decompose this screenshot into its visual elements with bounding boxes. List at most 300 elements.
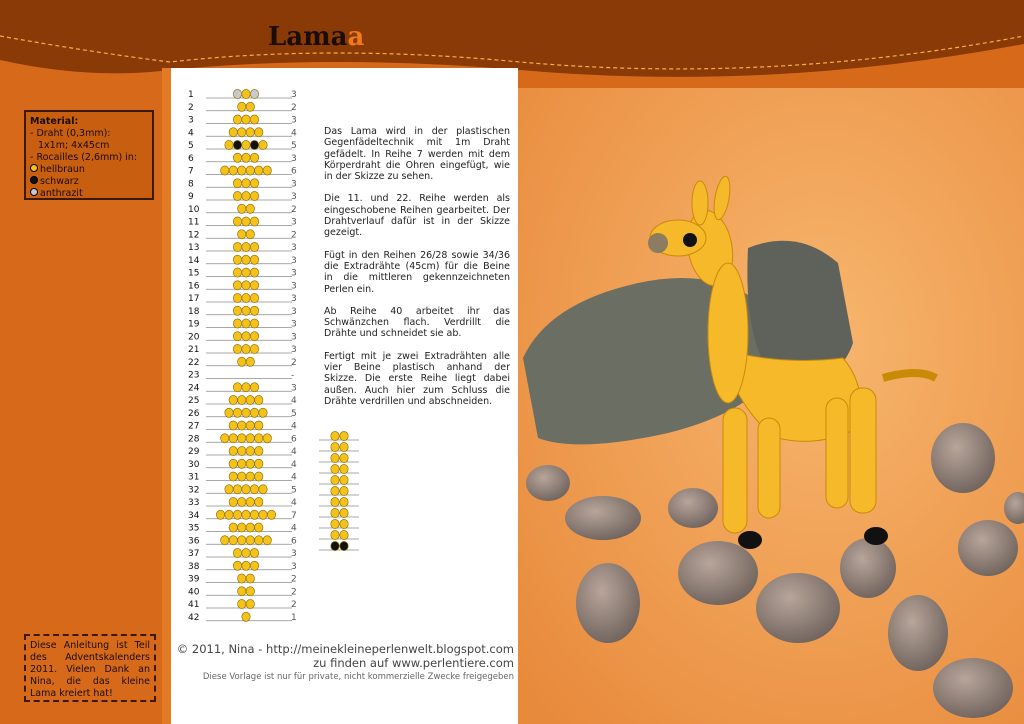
bead [242, 319, 250, 328]
bead [250, 179, 258, 188]
bead [259, 510, 267, 519]
bead [250, 255, 258, 264]
row-number: 3 [188, 115, 194, 126]
page-title: Lamaa [268, 22, 365, 52]
bead [233, 140, 241, 149]
bead [225, 485, 233, 494]
bead [233, 115, 241, 124]
bead [229, 434, 237, 443]
bead [233, 383, 241, 392]
bead [250, 281, 258, 290]
bead [233, 319, 241, 328]
row-bead-count: 6 [291, 536, 297, 547]
leg-bead [331, 442, 339, 451]
row-number: 28 [188, 434, 200, 445]
leg-pattern-diagram [315, 426, 365, 566]
pattern-row [188, 179, 297, 190]
row-number: 32 [188, 485, 200, 496]
row-bead-count: - [291, 370, 295, 381]
row-bead-count: 3 [291, 243, 297, 253]
bead [242, 89, 250, 98]
bead [242, 612, 250, 621]
pattern-row [188, 102, 297, 113]
row-bead-count: 3 [291, 549, 297, 559]
leg-bead [331, 486, 339, 495]
row-bead-count: 3 [291, 294, 297, 304]
bead [246, 599, 254, 608]
bead [250, 140, 258, 149]
bead [229, 166, 237, 175]
pattern-row [188, 140, 297, 151]
bead [225, 140, 233, 149]
row-bead-count: 2 [291, 574, 297, 585]
row-number: 26 [188, 408, 200, 419]
bead [225, 510, 233, 519]
bead [233, 268, 241, 277]
row-number: 33 [188, 498, 200, 508]
bead [250, 383, 258, 392]
bead [233, 179, 241, 188]
pattern-row [188, 408, 297, 419]
bead [259, 140, 267, 149]
bead [233, 561, 241, 570]
advent-note: Diese Anleitung ist Teil des Adventskalenders 2011. Vielen Dank an Nina, die das kleine Lama kreiert hat! [24, 634, 156, 702]
row-number: 8 [188, 179, 194, 190]
pattern-row [188, 115, 297, 126]
bead [229, 523, 237, 532]
material-box [24, 110, 154, 200]
row-bead-count: 2 [291, 587, 297, 598]
bead [233, 306, 241, 315]
bead [238, 472, 246, 481]
bead [267, 510, 275, 519]
pattern-row [188, 306, 297, 317]
row-bead-count: 3 [291, 153, 297, 164]
bead [246, 587, 254, 596]
bead [233, 89, 241, 98]
bead [233, 191, 241, 200]
pattern-row [188, 191, 297, 202]
pattern-row [188, 89, 297, 100]
bead [242, 344, 250, 353]
row-bead-count: 3 [291, 255, 297, 266]
pattern-row [188, 293, 297, 304]
bead [233, 332, 241, 341]
row-number: 40 [188, 587, 200, 598]
row-bead-count: 6 [291, 166, 297, 177]
bead [250, 153, 258, 162]
bead [238, 128, 246, 137]
bead [229, 497, 237, 506]
bead [238, 421, 246, 430]
row-number: 13 [188, 243, 200, 253]
bead [255, 421, 263, 430]
bead [255, 434, 263, 443]
row-bead-count: 2 [291, 204, 297, 215]
pattern-row [188, 371, 294, 381]
bead [250, 217, 258, 226]
row-number: 39 [188, 574, 200, 585]
bead [246, 395, 254, 404]
bead [242, 408, 250, 417]
row-number: 31 [188, 472, 200, 483]
row-bead-count: 4 [291, 523, 297, 534]
row-number: 36 [188, 536, 200, 547]
bead [238, 446, 246, 455]
row-number: 38 [188, 561, 200, 572]
bead [255, 536, 263, 545]
row-number: 10 [188, 204, 200, 215]
instruction-paragraph: Fügt in den Reihen 26/28 sowie 34/36 die Extradrähte (45cm) für die Beine in die mittleren gekennzeichneten Perlen ein. [324, 249, 510, 295]
bead [250, 319, 258, 328]
pattern-row [188, 587, 297, 598]
bead [238, 574, 246, 583]
pattern-row [188, 255, 297, 266]
bead [233, 293, 241, 302]
row-bead-count: 5 [291, 141, 297, 151]
row-bead-count: 4 [291, 128, 297, 139]
pattern-row [188, 204, 297, 215]
pattern-row [188, 548, 297, 559]
pattern-row [188, 523, 297, 534]
material-wire-amount: 1x1m; 4x45cm [38, 140, 110, 151]
bead [246, 204, 254, 213]
bead [255, 128, 263, 137]
bead [259, 408, 267, 417]
row-number: 4 [188, 128, 194, 139]
bead [238, 395, 246, 404]
row-bead-count: 3 [291, 217, 297, 228]
leg-bead [340, 508, 348, 517]
pattern-row [188, 395, 297, 406]
row-number: 37 [188, 549, 200, 559]
bead [259, 485, 267, 494]
bead [250, 485, 258, 494]
leg-bead [340, 519, 348, 528]
bead [242, 191, 250, 200]
row-number: 29 [188, 447, 200, 457]
row-bead-count: 2 [291, 230, 297, 241]
bead [242, 242, 250, 251]
bead [242, 332, 250, 341]
bead [238, 102, 246, 111]
leg-bead [340, 431, 348, 440]
bead [250, 115, 258, 124]
pattern-row [188, 536, 297, 547]
instruction-paragraph: Ab Reihe 40 arbeitet ihr das Schwänzchen flach. Verdrillt die Drähte und schneidet sie ab. [324, 305, 510, 340]
bead [238, 434, 246, 443]
row-bead-count: 5 [291, 485, 297, 496]
leg-bead [331, 541, 339, 550]
bead [246, 574, 254, 583]
row-bead-count: 2 [291, 600, 297, 610]
instruction-paragraph: Die 11. und 22. Reihe werden als eingeschobene Reihen gearbeitet. Der Drahtverlauf dafür ist in der Skizze gezeigt. [324, 193, 510, 239]
row-bead-count: 7 [291, 510, 297, 521]
bead [246, 166, 254, 175]
bead [238, 357, 246, 366]
bead [263, 434, 271, 443]
pattern-row [188, 612, 297, 623]
row-bead-count: 2 [291, 102, 297, 113]
bead [242, 115, 250, 124]
pattern-row [188, 574, 297, 585]
row-bead-count: 6 [291, 434, 297, 445]
bead [250, 191, 258, 200]
leg-bead [340, 453, 348, 462]
bead [229, 446, 237, 455]
row-bead-count: 3 [291, 345, 297, 355]
pattern-row [188, 344, 297, 355]
bead [216, 510, 224, 519]
bead [229, 128, 237, 137]
bead-pattern-diagram [180, 86, 330, 646]
bead [255, 523, 263, 532]
bead [238, 523, 246, 532]
bead [250, 293, 258, 302]
bead [250, 561, 258, 570]
bead [255, 166, 263, 175]
bead [225, 408, 233, 417]
pattern-row [188, 383, 297, 394]
leg-bead [331, 464, 339, 473]
leg-bead [331, 519, 339, 528]
row-number: 12 [188, 230, 200, 241]
row-bead-count: 3 [291, 281, 297, 292]
bead [238, 204, 246, 213]
bead [242, 561, 250, 570]
bead [255, 472, 263, 481]
bead [233, 255, 241, 264]
row-bead-count: 4 [291, 421, 297, 432]
row-number: 42 [188, 612, 200, 623]
bead [242, 140, 250, 149]
bead [246, 523, 254, 532]
bead [255, 459, 263, 468]
bead [238, 230, 246, 239]
row-number: 5 [188, 141, 194, 151]
bead [242, 255, 250, 264]
pattern-row [188, 281, 297, 292]
bead [255, 497, 263, 506]
bead [250, 548, 258, 557]
pattern-row [188, 446, 297, 457]
leg-bead [331, 475, 339, 484]
pattern-row [188, 332, 297, 343]
pattern-row [188, 166, 297, 177]
row-bead-count: 3 [291, 319, 297, 330]
row-number: 25 [188, 396, 200, 406]
bead [250, 89, 258, 98]
pattern-row [188, 459, 297, 470]
row-bead-count: 3 [291, 268, 297, 279]
row-number: 14 [188, 255, 200, 266]
row-number: 2 [188, 102, 194, 113]
row-number: 34 [188, 510, 200, 521]
pattern-row [188, 485, 297, 496]
llama-photo [518, 88, 1024, 724]
bead [246, 472, 254, 481]
row-number: 27 [188, 421, 200, 432]
bead [250, 268, 258, 277]
row-bead-count: 4 [291, 459, 297, 470]
bead [242, 153, 250, 162]
bead-dot-icon [30, 164, 38, 172]
row-number: 6 [188, 153, 194, 164]
material-heading: Material: [30, 116, 79, 127]
row-number: 15 [188, 268, 200, 279]
row-number: 18 [188, 306, 200, 317]
bead [250, 332, 258, 341]
bead [229, 459, 237, 468]
bead [242, 217, 250, 226]
instruction-paragraph: Fertigt mit je zwei Extradrähten alle vier Beine plastisch anhand der Skizze. Die erste Reihe liegt dabei außen. Auch hier zum Schluss die Drähte verdrillen und abschneiden. [324, 350, 510, 407]
bead [242, 306, 250, 315]
pattern-row [188, 472, 297, 483]
bead [229, 536, 237, 545]
bead [246, 497, 254, 506]
bead [263, 166, 271, 175]
pattern-row [188, 217, 297, 228]
leg-bead [331, 431, 339, 440]
row-bead-count: 3 [291, 179, 297, 190]
bead [242, 548, 250, 557]
bead [242, 179, 250, 188]
row-bead-count: 2 [291, 357, 297, 368]
header-banner [0, 0, 1024, 77]
leg-bead [340, 486, 348, 495]
legend-item: hellbraun [30, 164, 148, 176]
license-line: Diese Vorlage ist nur für private, nicht kommerzielle Zwecke freigegeben [202, 672, 514, 682]
pattern-row [188, 268, 297, 279]
row-number: 35 [188, 523, 200, 534]
material-beads: - Rocailles (2,6mm) in: [30, 152, 138, 163]
bead [233, 344, 241, 353]
bead [255, 395, 263, 404]
bead [229, 421, 237, 430]
leg-bead [340, 497, 348, 506]
bead [242, 268, 250, 277]
row-number: 19 [188, 319, 200, 330]
row-bead-count: 3 [291, 383, 297, 394]
row-bead-count: 3 [291, 561, 297, 572]
row-number: 7 [188, 166, 194, 177]
bead [221, 166, 229, 175]
pattern-row [188, 599, 297, 610]
row-number: 20 [188, 332, 200, 343]
bead [250, 242, 258, 251]
bead [246, 459, 254, 468]
row-number: 24 [188, 383, 200, 394]
row-bead-count: 4 [291, 498, 297, 508]
row-number: 21 [188, 345, 200, 355]
pattern-row [188, 434, 297, 445]
bead [229, 472, 237, 481]
pattern-row [188, 242, 297, 253]
pattern-row [188, 319, 297, 330]
bead [238, 497, 246, 506]
row-bead-count: 3 [291, 192, 297, 202]
pattern-row [188, 230, 297, 241]
pattern-row [188, 357, 297, 368]
row-bead-count: 3 [291, 306, 297, 317]
row-number: 1 [188, 90, 194, 100]
bead-dot-icon [30, 188, 38, 196]
bead-dot-icon [30, 176, 38, 184]
leg-bead [331, 508, 339, 517]
bead [242, 510, 250, 519]
source-line: zu finden auf www.perlentiere.com [313, 656, 514, 670]
bead [233, 153, 241, 162]
bead [233, 510, 241, 519]
copyright-line: © 2011, Nina - http://meinekleineperlenwelt.blogspot.com [176, 642, 514, 656]
bead [246, 357, 254, 366]
row-bead-count: 4 [291, 447, 297, 457]
pattern-row [188, 128, 297, 139]
bead [242, 383, 250, 392]
bead [238, 166, 246, 175]
leg-bead [340, 530, 348, 539]
bead [242, 293, 250, 302]
instruction-paragraph: Das Lama wird in der plastischen Gegenfädeltechnik mit 1m Draht gefädelt. In Reihe 7 werden mit dem Körperdraht die Ohren eingefügt, wie in der Skizze zu sehen. [324, 126, 510, 183]
legend-item: anthrazit [30, 188, 148, 200]
bead [263, 536, 271, 545]
leg-bead [331, 530, 339, 539]
leg-bead [340, 442, 348, 451]
bead [250, 408, 258, 417]
row-bead-count: 3 [291, 332, 297, 343]
pattern-row [188, 421, 297, 432]
row-number: 9 [188, 192, 194, 202]
row-bead-count: 3 [291, 90, 297, 100]
bead [229, 395, 237, 404]
row-number: 30 [188, 459, 200, 470]
leg-bead [340, 475, 348, 484]
leg-bead [340, 541, 348, 550]
leg-bead [331, 497, 339, 506]
bead [250, 306, 258, 315]
material-wire: - Draht (0,3mm): [30, 128, 111, 139]
row-number: 41 [188, 600, 200, 610]
bead [250, 510, 258, 519]
bead [246, 128, 254, 137]
bead [246, 421, 254, 430]
bead [246, 536, 254, 545]
row-number: 17 [188, 294, 200, 304]
bead [238, 587, 246, 596]
leg-bead [331, 453, 339, 462]
bead [246, 102, 254, 111]
bead [233, 548, 241, 557]
bead [246, 434, 254, 443]
row-number: 23 [188, 370, 200, 381]
bead [242, 485, 250, 494]
row-bead-count: 5 [291, 408, 297, 419]
legend-item: schwarz [30, 176, 148, 188]
leg-bead [340, 464, 348, 473]
bead [233, 281, 241, 290]
bead [233, 242, 241, 251]
row-number: 22 [188, 357, 200, 368]
bead [233, 485, 241, 494]
row-bead-count: 4 [291, 396, 297, 406]
pattern-row [188, 510, 297, 521]
bead [238, 459, 246, 468]
bead [238, 536, 246, 545]
bead [246, 446, 254, 455]
row-number: 16 [188, 281, 200, 292]
row-bead-count: 3 [291, 115, 297, 126]
bead [221, 536, 229, 545]
